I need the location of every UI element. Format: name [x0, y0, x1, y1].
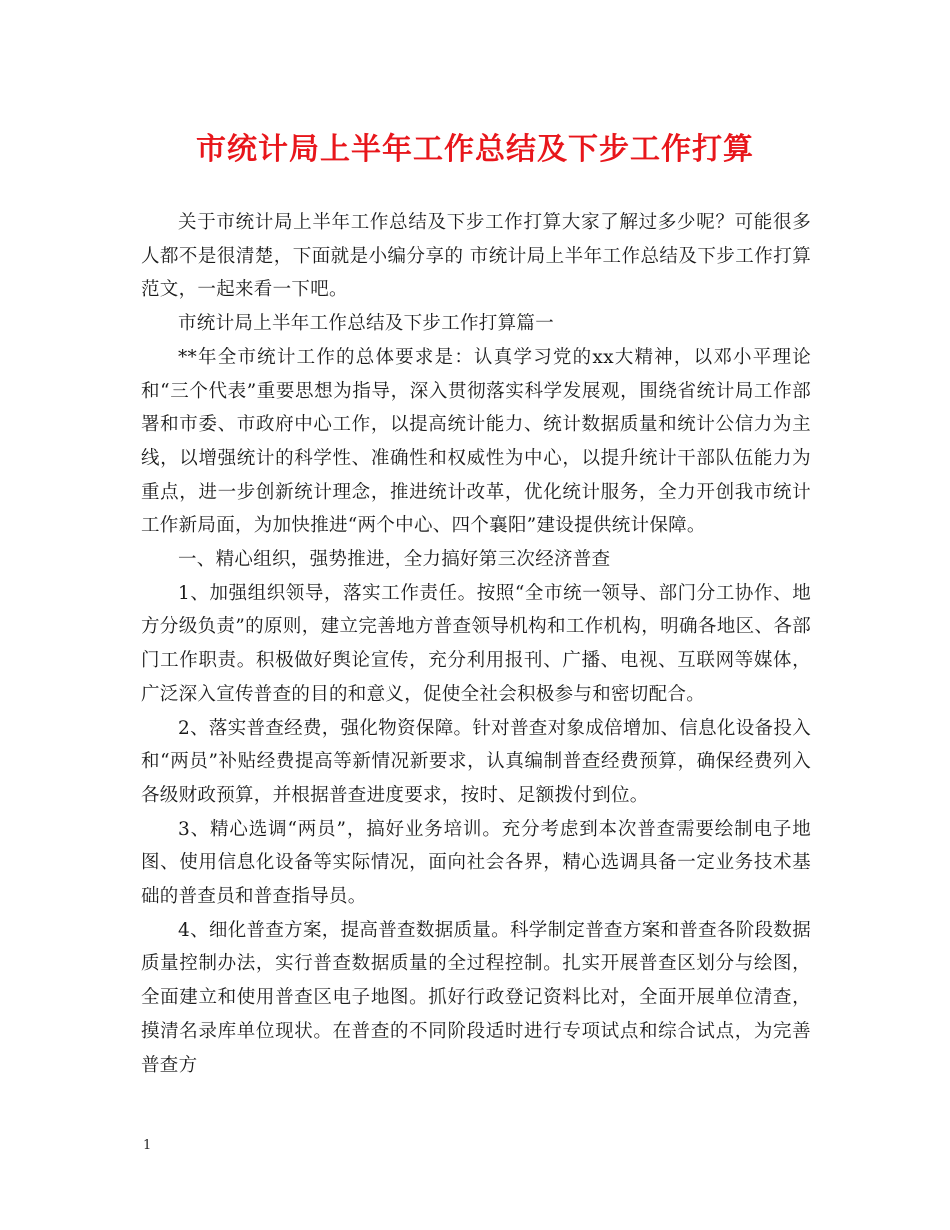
- overall-requirements-paragraph: **年全市统计工作的总体要求是：认真学习党的xx大精神，以邓小平理论和“三个代表”重要思想为指导，深入贯彻落实科学发展观，围绕省统计局工作部署和市委、市政府中心工作，以提高统计能力、统计数据质量和统计公信力为主线，以增强统计的科学性、准确性和权威性为中心，以提升统计干部队伍能力为重点，进一步创新统计理念，推进统计改革，优化统计服务，全力开创我市统计工作新局面，为加快推进“两个中心、四个襄阳”建设提供统计保障。: [141, 346, 811, 537]
- document-body: [141, 206, 811, 1082]
- item-2-paragraph: 2、落实普查经费，强化物资保障。针对普查对象成倍增加、信息化设备投入和“两员”补贴经费提高等新情况新要求，认真编制普查经费预算，确保经费列入各级财政预算，并根据普查进度要求，按时、足额拨付到位。: [141, 717, 811, 806]
- document-title: 市统计局上半年工作总结及下步工作打算: [196, 132, 754, 167]
- item-4-paragraph: 4、细化普查方案，提高普查数据质量。科学制定普查方案和普查各阶段数据质量控制办法，实行普查数据质量的全过程控制。扎实开展普查区划分与绘图，全面建立和使用普查区电子地图。抓好行政登记资料比对，全面开展单位清查，摸清名录库单位现状。在普查的不同阶段适时进行专项试点和综合试点，为完善普查方: [141, 919, 811, 1076]
- section-heading-part-one: 市统计局上半年工作总结及下步工作打算篇一: [178, 313, 555, 335]
- item-1-paragraph: 1、加强组织领导，落实工作责任。按照“全市统一领导、部门分工协作、地方分级负责”的原则，建立完善地方普查领导机构和工作机构，明确各地区、各部门工作职责。积极做好舆论宣传，充分利用报刊、广播、电视、互联网等媒体，广泛深入宣传普查的目的和意义，促使全社会积极参与和密切配合。: [141, 582, 811, 705]
- section-heading-economic-census: 一、精心组织，强势推进，全力搞好第三次经济普查: [178, 549, 611, 571]
- intro-paragraph: 关于市统计局上半年工作总结及下步工作打算大家了解过多少呢？可能很多人都不是很清楚，下面就是小编分享的 市统计局上半年工作总结及下步工作打算范文，一起来看一下吧。: [141, 212, 811, 301]
- page-number: 1: [143, 1138, 152, 1153]
- footer-divider: [141, 1130, 811, 1131]
- item-3-paragraph: 3、精心选调“两员”，搞好业务培训。充分考虑到本次普查需要绘制电子地图、使用信息化设备等实际情况，面向社会各界，精心选调具备一定业务技术基础的普查员和普查指导员。: [141, 818, 811, 908]
